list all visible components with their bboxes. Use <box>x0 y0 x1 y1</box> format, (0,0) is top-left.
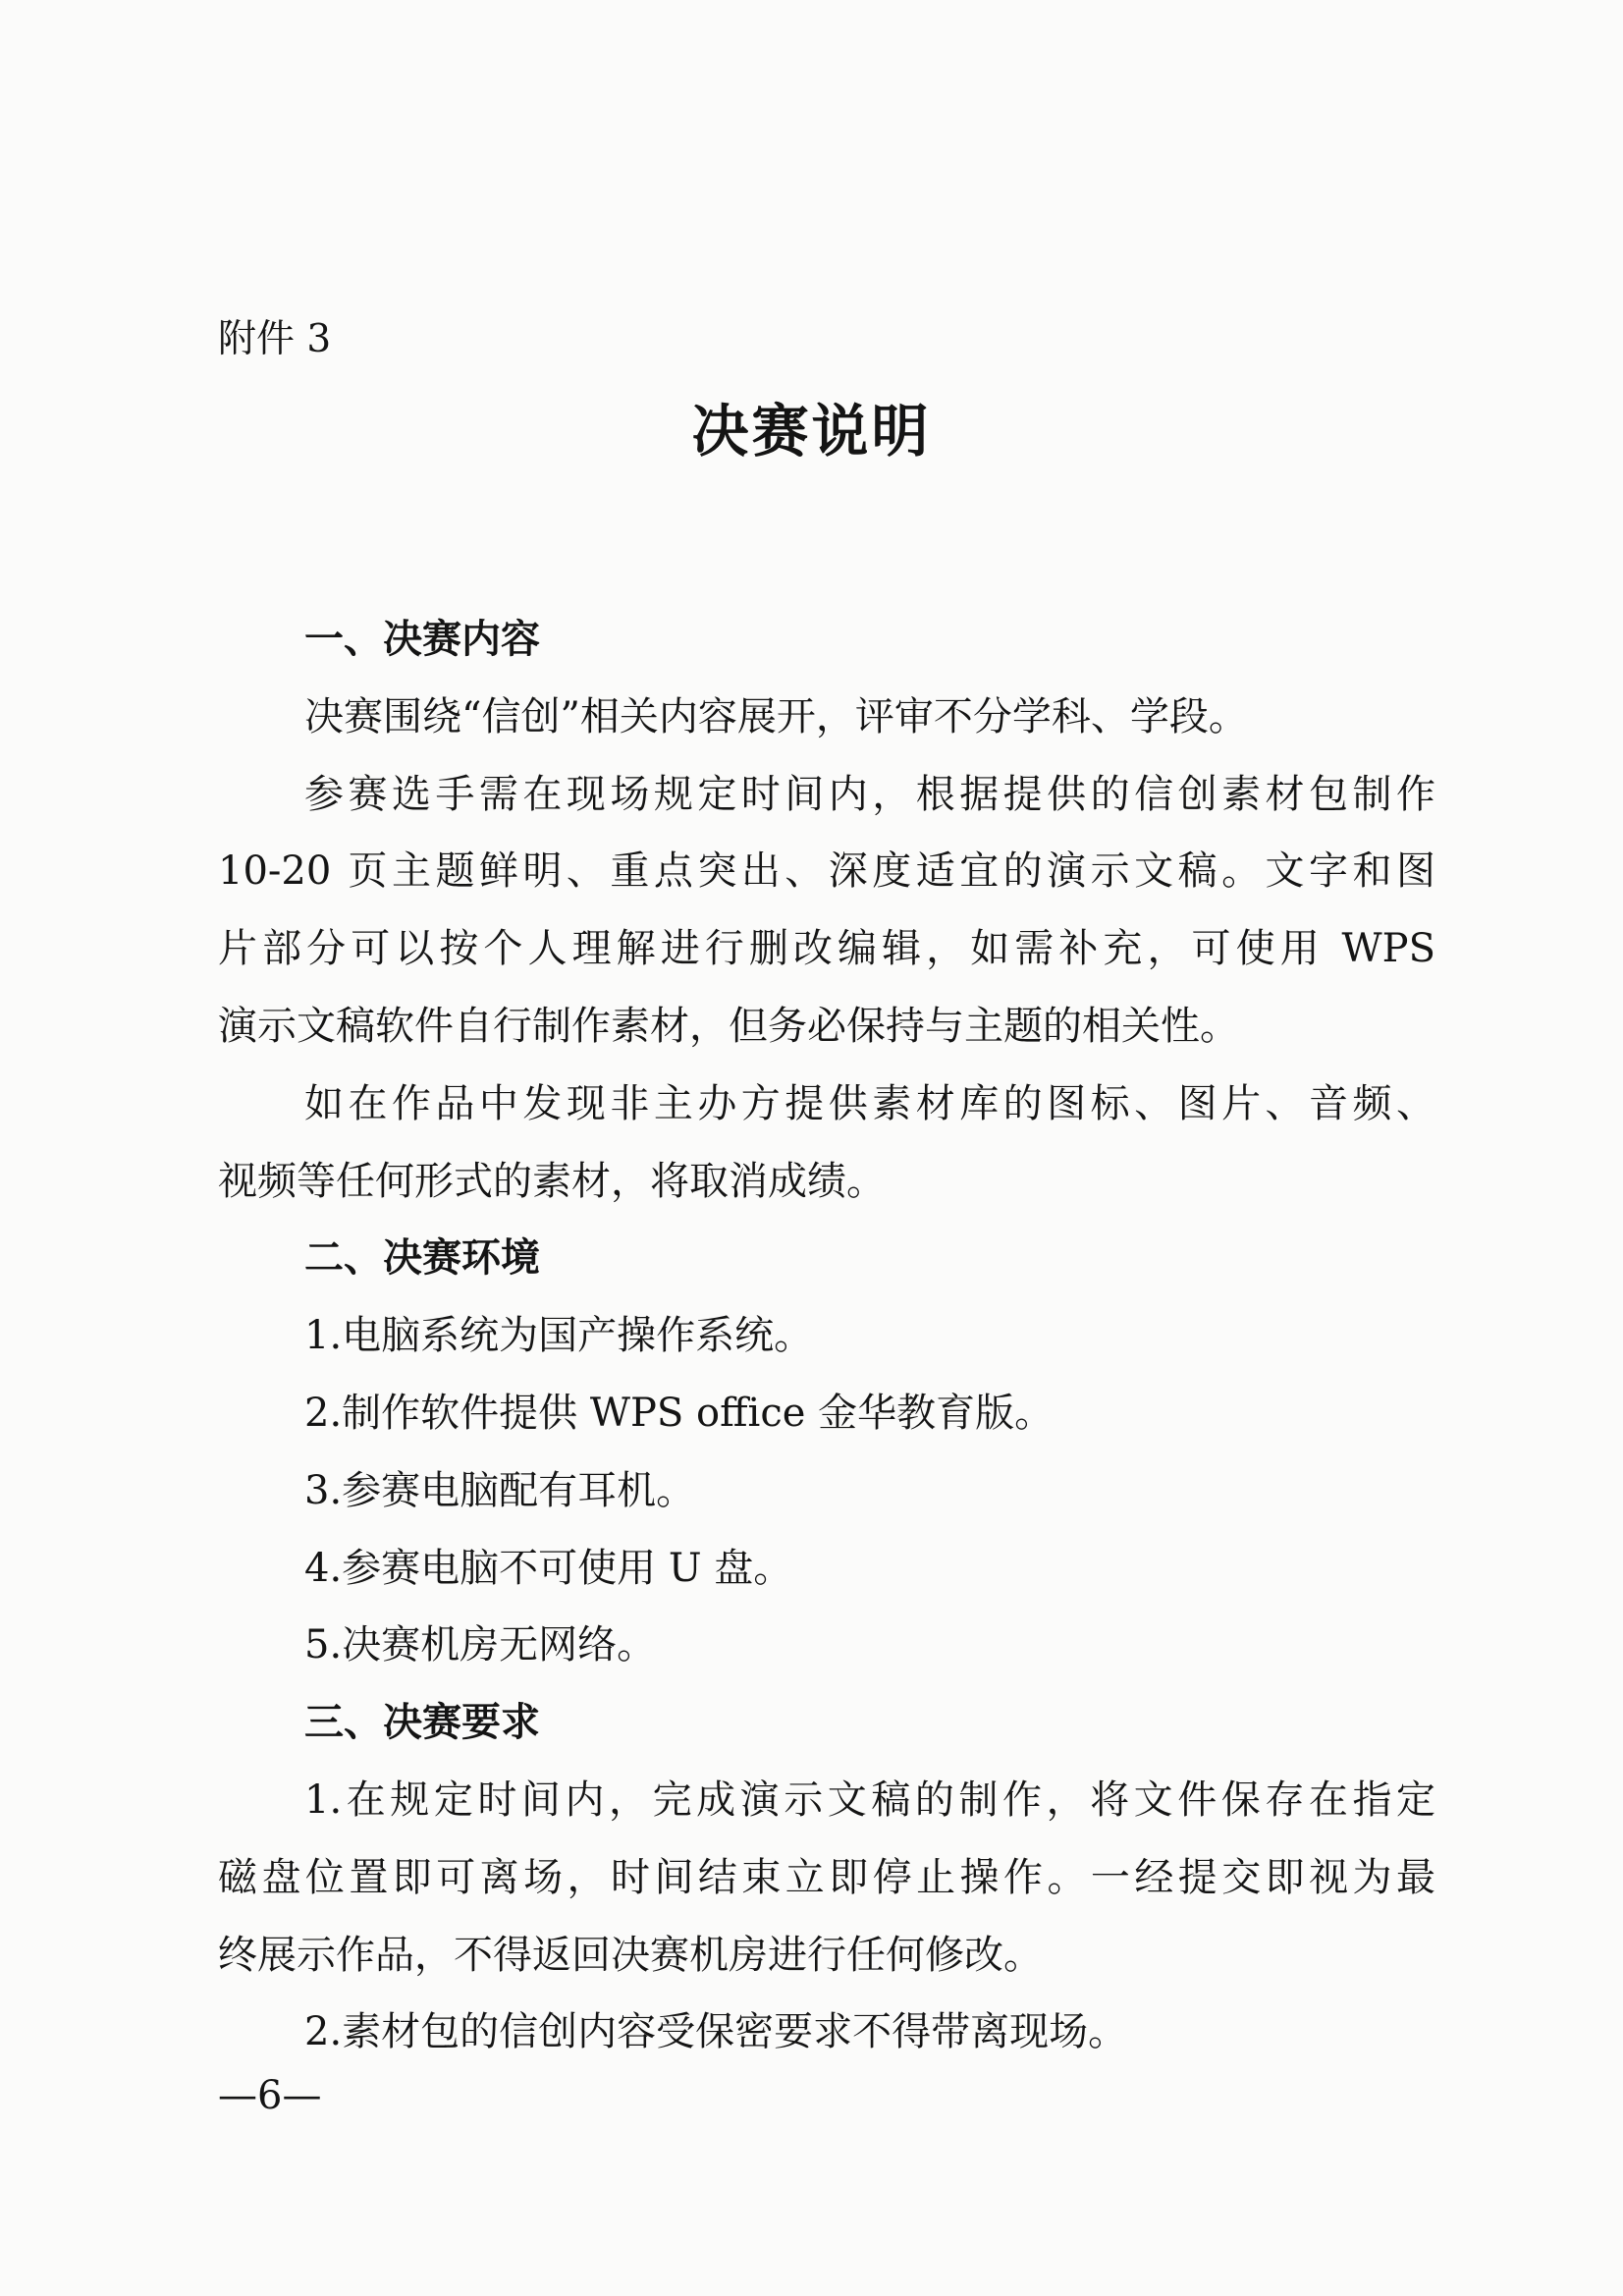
section-heading-requirements: 三、决赛要求 <box>304 1700 540 1746</box>
section-heading-content: 一、决赛内容 <box>304 617 540 662</box>
environment-item: 2.制作软件提供 WPS office 金华教育版。 <box>304 1390 1055 1436</box>
environment-item: 1.电脑系统为国产操作系统。 <box>304 1313 814 1359</box>
environment-item: 4.参赛电脑不可使用 U 盘。 <box>304 1545 793 1591</box>
paragraph-requirements-line: 片部分可以按个人理解进行删改编辑，如需补充，可使用 WPS <box>218 926 1435 972</box>
paragraph-requirements-line: 10-20 页主题鲜明、重点突出、深度适宜的演示文稿。文字和图 <box>218 848 1435 895</box>
document-title: 决赛说明 <box>691 398 932 465</box>
paragraph-requirements-line: 参赛选手需在现场规定时间内，根据提供的信创素材包制作 <box>304 771 1435 817</box>
requirement-2: 2.素材包的信创内容受保密要求不得带离现场。 <box>304 2009 1128 2055</box>
requirement-1-line: 1.在规定时间内，完成演示文稿的制作，将文件保存在指定 <box>304 1777 1435 1823</box>
requirement-1-line: 磁盘位置即可离场，时间结束立即停止操作。一经提交即视为最 <box>218 1854 1435 1900</box>
paragraph-theme: 决赛围绕“信创”相关内容展开，评审不分学科、学段。 <box>304 693 1248 739</box>
requirement-1-line: 终展示作品，不得返回决赛机房进行任何修改。 <box>218 1932 1043 1978</box>
attachment-label: 附件 3 <box>218 317 332 361</box>
paragraph-disqualification-line: 视频等任何形式的素材，将取消成绩。 <box>218 1158 886 1204</box>
environment-item: 3.参赛电脑配有耳机。 <box>304 1467 696 1513</box>
document-body <box>218 601 1435 2071</box>
page-number: —6— <box>218 2073 322 2118</box>
paragraph-disqualification-line: 如在作品中发现非主办方提供素材库的图标、图片、音频、 <box>304 1080 1435 1126</box>
section-heading-environment: 二、决赛环境 <box>304 1235 540 1282</box>
paragraph-requirements-line: 演示文稿软件自行制作素材，但务必保持与主题的相关性。 <box>218 1003 1239 1049</box>
environment-item: 5.决赛机房无网络。 <box>304 1622 657 1668</box>
